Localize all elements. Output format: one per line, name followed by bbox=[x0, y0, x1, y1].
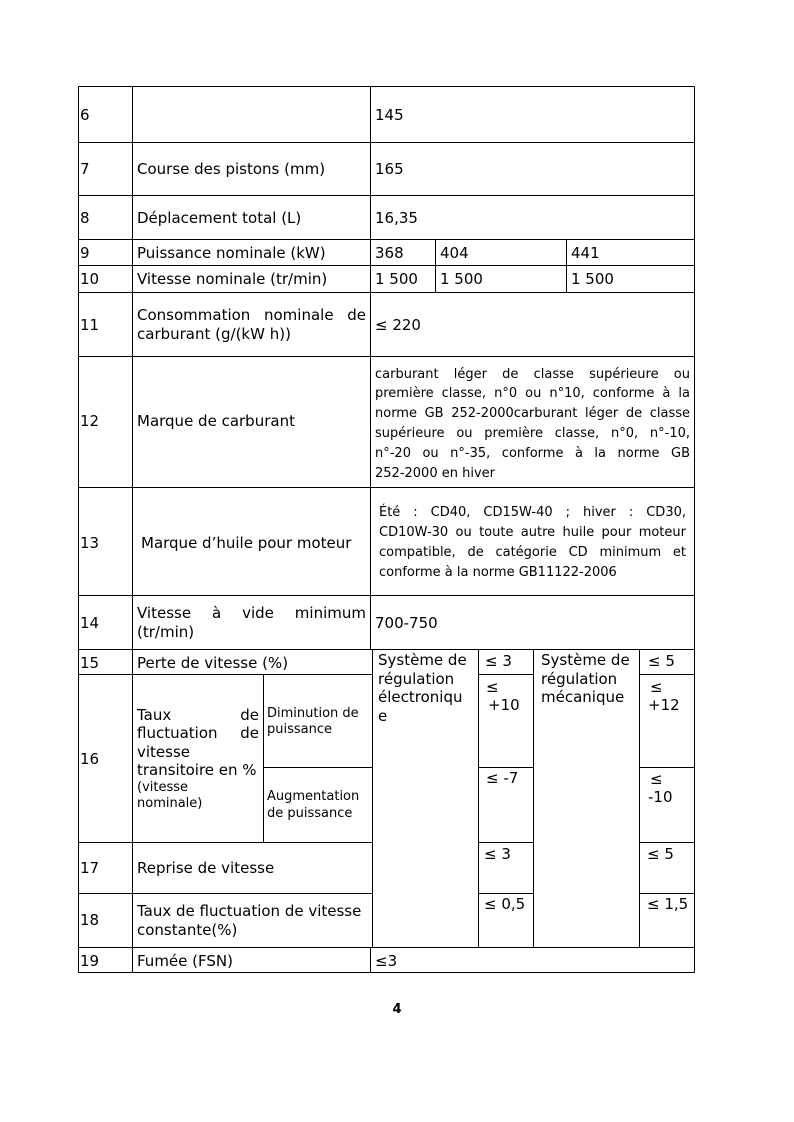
row-17-label: Reprise de vitesse bbox=[137, 859, 275, 877]
mechanical-constant: ≤ 1,5 bbox=[647, 895, 689, 913]
row-10-value-2: 1 500 bbox=[440, 270, 483, 288]
row-12-value-line-2: première classe, n°0 ou n°10, conforme à la bbox=[375, 386, 690, 401]
row-16-label-line-4: transitoire en % bbox=[137, 761, 257, 779]
row-11-number: 11 bbox=[80, 316, 100, 334]
row-16-label-line-1: Taux de bbox=[137, 706, 259, 724]
page-number: 4 bbox=[392, 1002, 402, 1017]
electronic-speed-loss: ≤ 3 bbox=[485, 652, 512, 670]
row-8-value: 16,35 bbox=[375, 209, 418, 227]
row-10-value-3: 1 500 bbox=[571, 270, 614, 288]
row-13-value-line-3: compatible, de catégorie CD minimum et bbox=[379, 545, 686, 560]
electronic-system-line-1: Système de bbox=[378, 651, 467, 669]
electronic-system-line-4: e bbox=[378, 707, 388, 725]
row-16-label-note-2: nominale) bbox=[137, 796, 203, 811]
row-9-value-1: 368 bbox=[375, 244, 404, 262]
row-12-value-line-3: norme GB 252-2000carburant léger de classe bbox=[375, 406, 690, 421]
row-12-value-line-4: supérieure ou première classe, n°0, n°-10, bbox=[375, 426, 690, 441]
row-7-label: Course des pistons (mm) bbox=[137, 160, 326, 178]
row-16-label-note-1: (vitesse bbox=[137, 780, 189, 795]
row-11-value: ≤ 220 bbox=[375, 316, 421, 334]
row-6-number: 6 bbox=[80, 106, 90, 124]
row-13-value-line-2: CD10W-30 ou toute autre huile pour moteur bbox=[379, 525, 686, 540]
mechanical-recovery: ≤ 5 bbox=[647, 845, 674, 863]
row-16-label-line-3: vitesse bbox=[137, 743, 191, 761]
row-9-value-3: 441 bbox=[571, 244, 600, 262]
row-12-value-line-1: carburant léger de classe supérieure ou bbox=[375, 367, 690, 382]
electronic-recovery: ≤ 3 bbox=[484, 845, 511, 863]
row-19-number: 19 bbox=[80, 952, 100, 970]
row-18-number: 18 bbox=[80, 911, 100, 929]
row-15-number: 15 bbox=[80, 654, 100, 672]
mechanical-system-line-1: Système de bbox=[541, 651, 630, 669]
mechanical-system-line-2: régulation bbox=[541, 670, 618, 688]
mechanical-decrease-value: +12 bbox=[648, 696, 680, 714]
row-14-number: 14 bbox=[80, 614, 100, 632]
row-12-value-line-5: n°-20 ou n°-35, conforme à la norme GB bbox=[375, 446, 690, 461]
row-7-number: 7 bbox=[80, 160, 90, 178]
row-10-label: Vitesse nominale (tr/min) bbox=[137, 270, 328, 288]
row-19-value: ≤3 bbox=[375, 952, 398, 970]
row-9-label: Puissance nominale (kW) bbox=[137, 244, 326, 262]
mechanical-increase-symbol: ≤ bbox=[650, 770, 663, 788]
electronic-constant: ≤ 0,5 bbox=[484, 895, 526, 913]
electronic-system-line-3: électroniqu bbox=[378, 688, 463, 706]
row-12-value-line-6: 252-2000 en hiver bbox=[375, 466, 495, 481]
row-16-number: 16 bbox=[80, 750, 100, 768]
row-18-label-line-2: constante(%) bbox=[137, 921, 238, 939]
row-12-label: Marque de carburant bbox=[137, 412, 295, 430]
mechanical-increase-value: -10 bbox=[648, 788, 673, 806]
row-15-label: Perte de vitesse (%) bbox=[137, 654, 289, 672]
row-12-number: 12 bbox=[80, 412, 100, 430]
row-13-value-line-1: Été : CD40, CD15W-40 ; hiver : CD30, bbox=[379, 505, 686, 520]
row-14-value: 700-750 bbox=[375, 614, 438, 632]
row-11-label-line-1: Consommation nominale de bbox=[137, 306, 366, 324]
row-19-label: Fumée (FSN) bbox=[137, 952, 233, 970]
electronic-system-line-2: régulation bbox=[378, 670, 455, 688]
mechanical-speed-loss: ≤ 5 bbox=[648, 652, 675, 670]
row-10-number: 10 bbox=[80, 270, 100, 288]
electronic-decrease-symbol: ≤ bbox=[486, 678, 499, 696]
row-16-decrease-label-2: puissance bbox=[267, 722, 332, 737]
row-8-label: Déplacement total (L) bbox=[137, 209, 302, 227]
mechanical-system-line-3: mécanique bbox=[541, 688, 625, 706]
row-9-value-2: 404 bbox=[440, 244, 469, 262]
row-13-number: 13 bbox=[80, 534, 100, 552]
row-11-label-line-2: carburant (g/(kW h)) bbox=[137, 325, 291, 343]
row-13-label: Marque d’huile pour moteur bbox=[141, 534, 352, 552]
row-16-increase-label-1: Augmentation bbox=[267, 789, 360, 804]
mechanical-decrease-symbol: ≤ bbox=[650, 678, 663, 696]
row-13-value-line-4: conforme à la norme GB11122-2006 bbox=[379, 565, 617, 580]
row-16-decrease-label-1: Diminution de bbox=[267, 706, 359, 721]
row-16-increase-label-2: de puissance bbox=[267, 806, 353, 821]
row-8-number: 8 bbox=[80, 209, 90, 227]
row-14-label-line-2: (tr/min) bbox=[137, 623, 195, 641]
row-14-label-line-1: Vitesse à vide minimum bbox=[137, 604, 366, 622]
row-17-number: 17 bbox=[80, 859, 100, 877]
row-9-number: 9 bbox=[80, 244, 90, 262]
row-16-label-line-2: fluctuation de bbox=[137, 724, 259, 742]
row-10-value-1: 1 500 bbox=[375, 270, 418, 288]
row-6-value: 145 bbox=[375, 106, 404, 124]
row-18-label-line-1: Taux de fluctuation de vitesse bbox=[137, 902, 362, 920]
electronic-increase-value: ≤ -7 bbox=[486, 769, 519, 787]
electronic-decrease-value: +10 bbox=[488, 696, 520, 714]
row-7-value: 165 bbox=[375, 160, 404, 178]
